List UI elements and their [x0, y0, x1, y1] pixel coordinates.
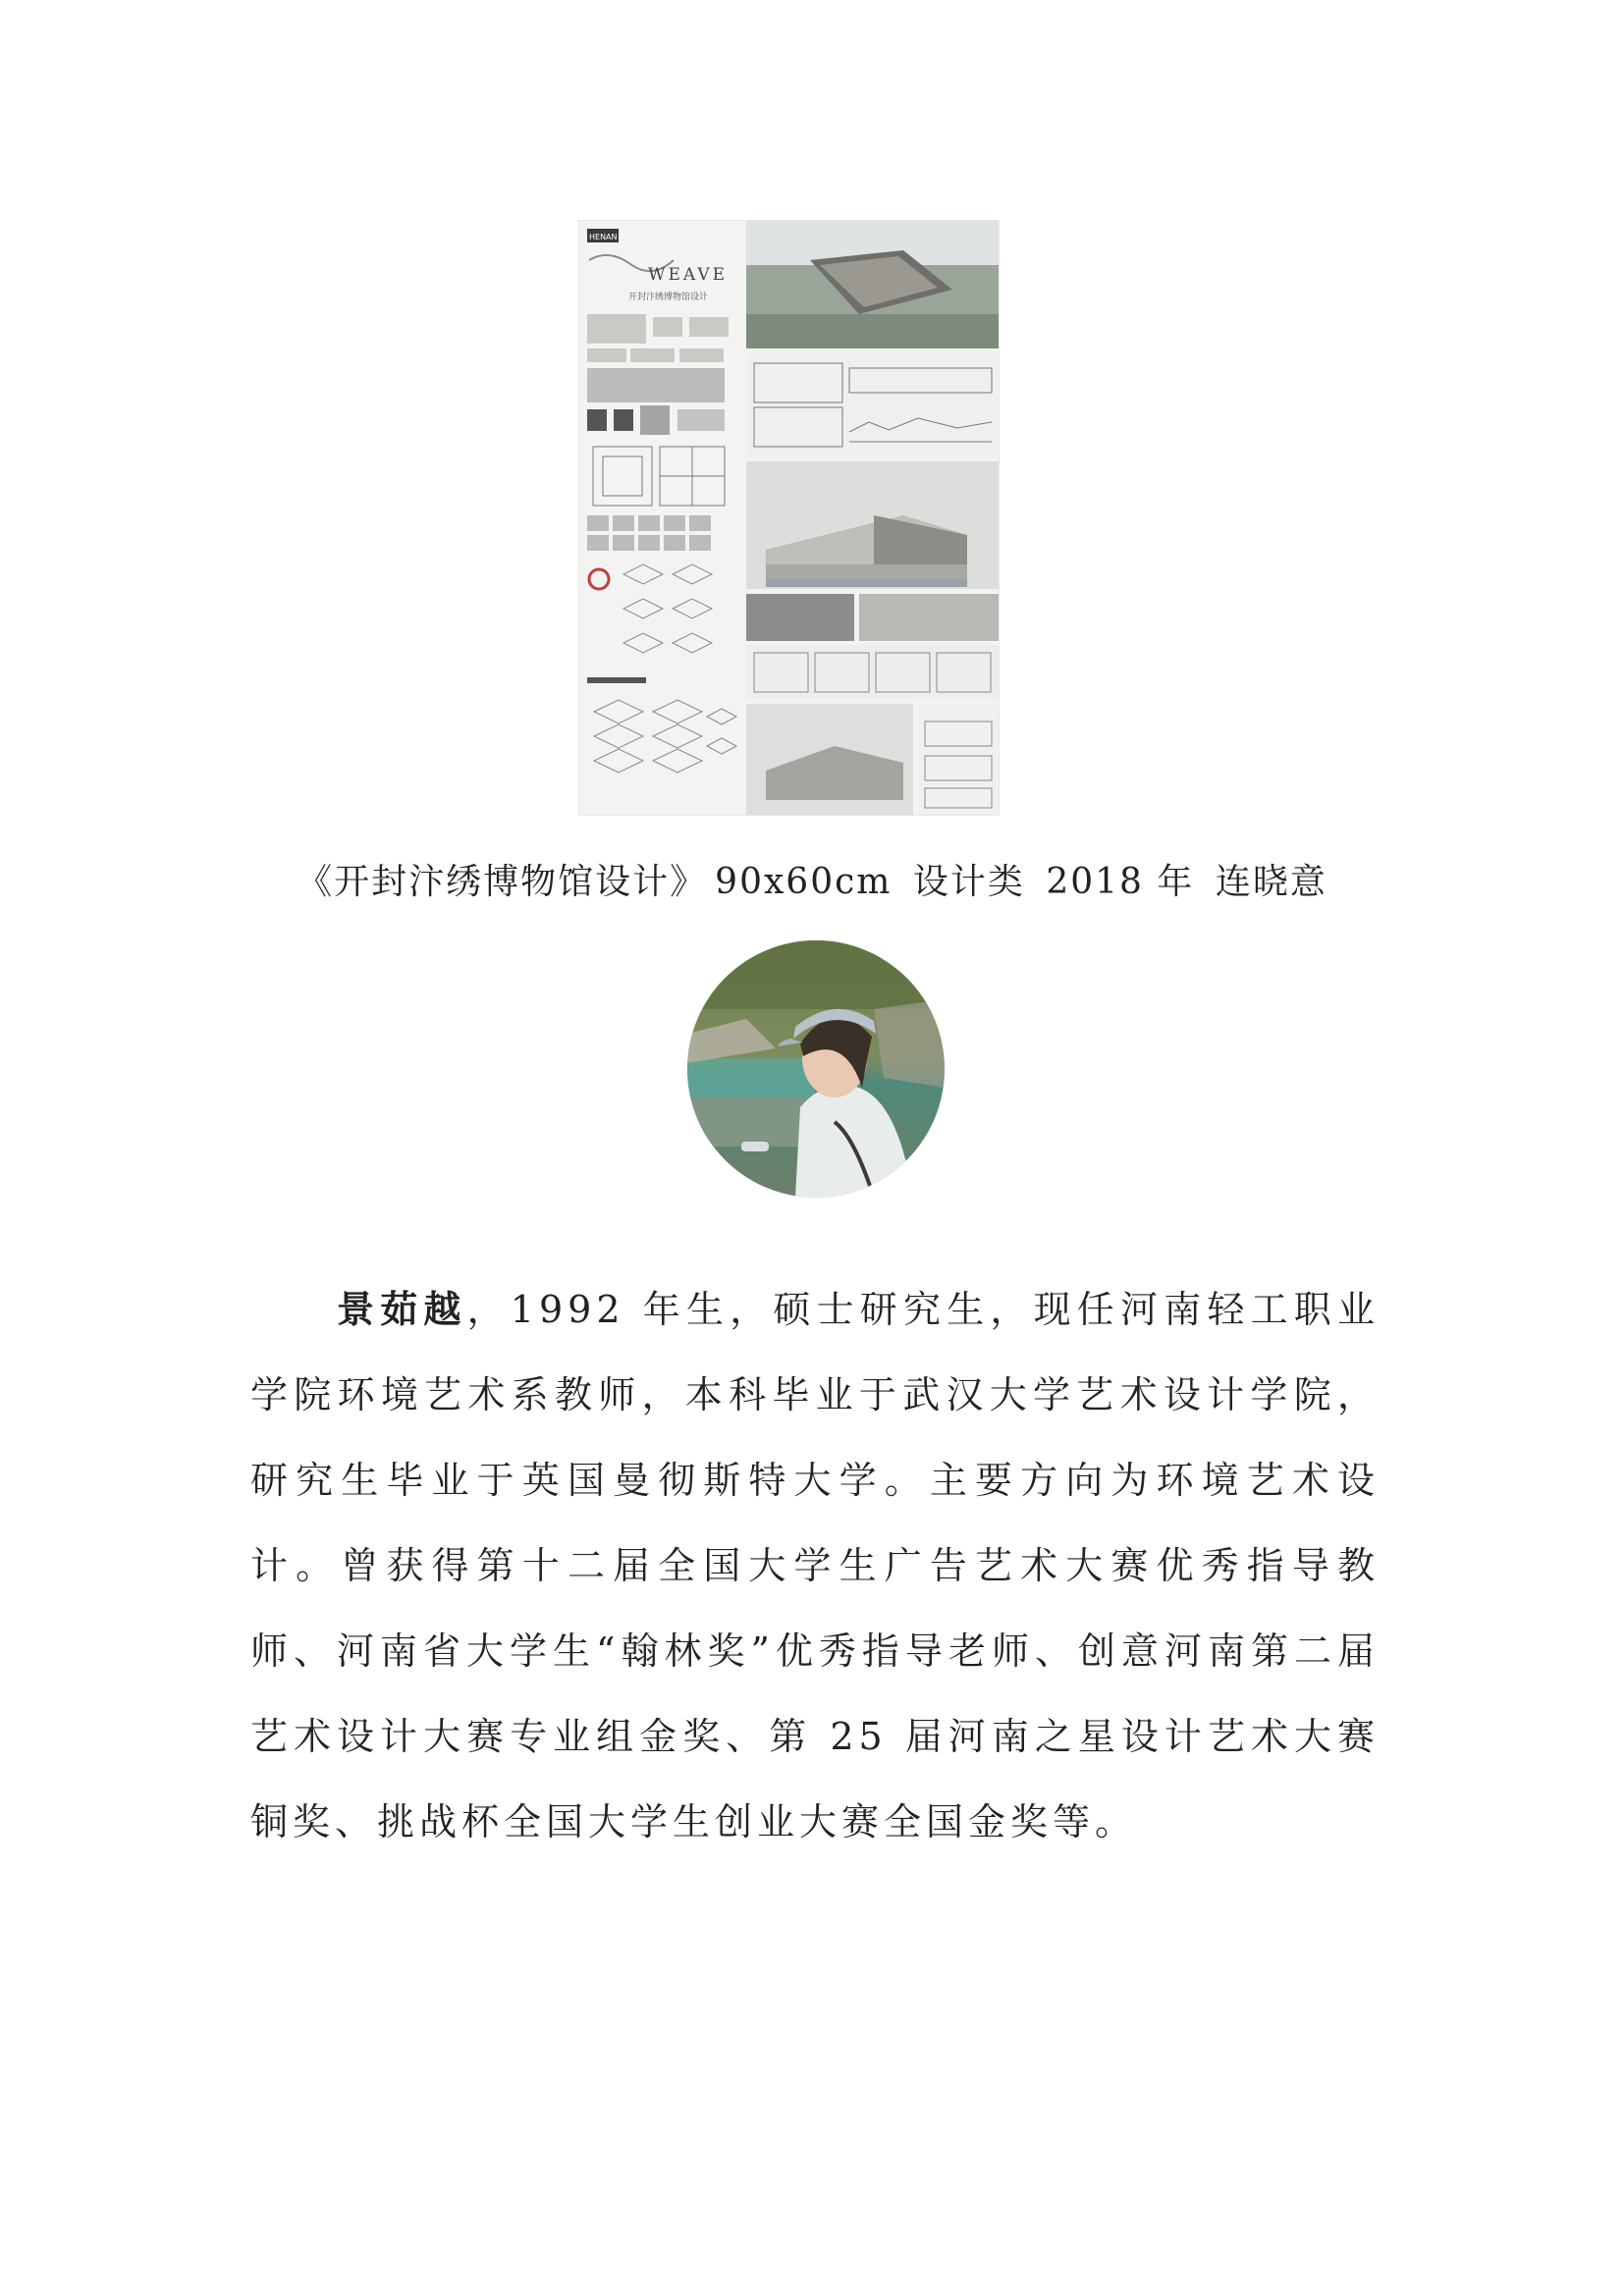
caption-category: 设计类	[912, 862, 1025, 902]
bio-text: ，1992 年生，硕士研究生，现任河南轻工职业学院环境艺术系教师，本科毕业于武汉大学艺术设计学院，研究生毕业于英国曼彻斯特大学。主要方向为环境艺术设计。曾获得第十二届全国大学生广告艺术大赛优秀指导教师、河南省大学生“翰林奖”优秀指导老师、创意河南第二届艺术设计大赛专业组金奖、第 25 届河南之星设计艺术大赛铜奖、挑战杯全国大学生创业大赛全国金奖等。	[250, 1288, 1380, 1843]
poster-badge-text: HENAN	[589, 233, 618, 241]
artwork-caption	[0, 854, 1624, 904]
portrait-photo	[687, 940, 945, 1198]
author-portrait	[687, 940, 945, 1198]
poster-image	[579, 221, 999, 815]
caption-title: 《开封汴绣博物馆设计》	[297, 862, 708, 902]
poster-subtitle: 开封汴绣博物馆设计	[628, 293, 709, 302]
caption-author: 连晓意	[1215, 862, 1327, 902]
caption-year: 2018 年	[1046, 862, 1195, 902]
poster-artwork	[579, 221, 999, 815]
caption-size: 90x60cm	[715, 862, 893, 902]
author-bio	[250, 1266, 1380, 1865]
poster-title: WEAVE	[648, 265, 728, 285]
author-name: 景茹越	[337, 1287, 467, 1331]
